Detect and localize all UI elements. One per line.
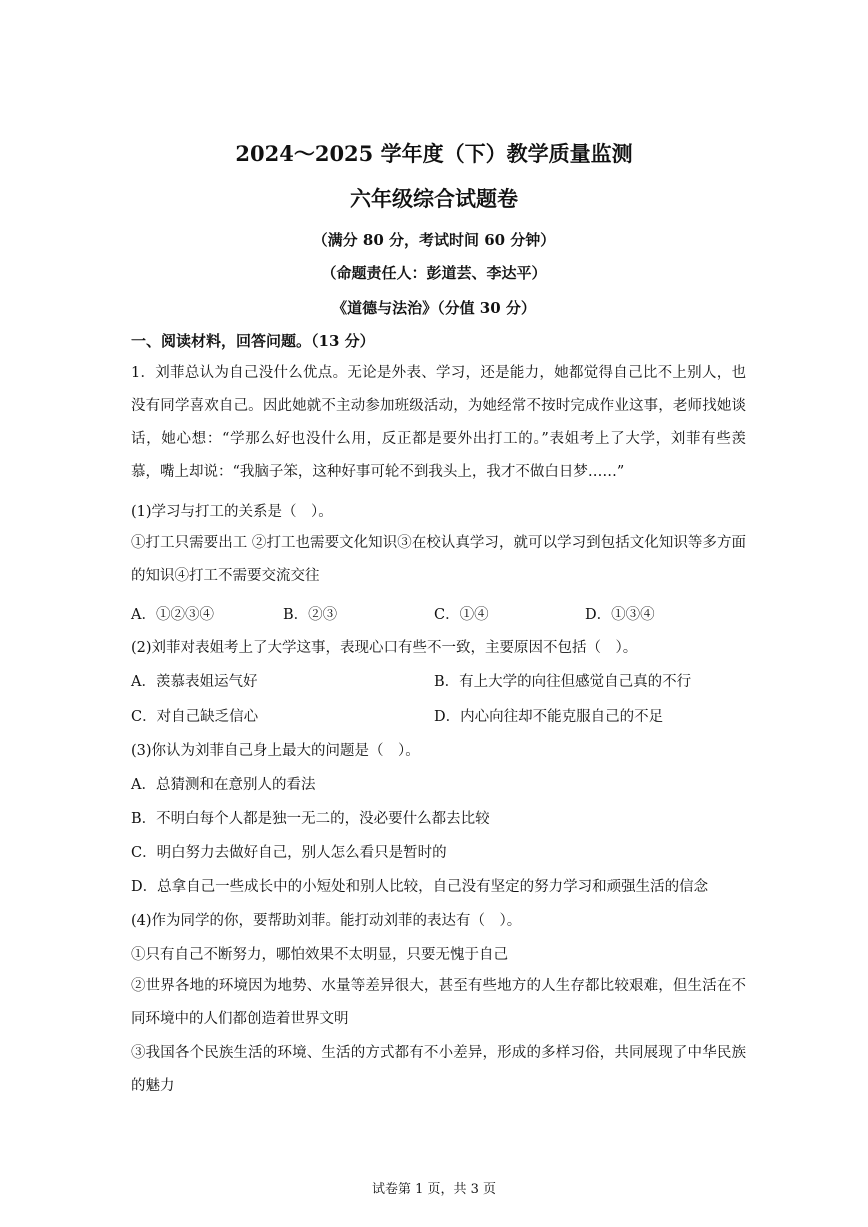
question-4-statement-3: ③我国各个民族生活的环境、生活的方式都有不小差异，形成的多样习俗，共同展现了中华民族的魅力 — [131, 1045, 746, 1094]
question-2-option-c: C．对自己缺乏信心 — [131, 709, 259, 725]
question-2-stem: (2)刘菲对表姐考上了大学这事，表现心口有些不一致，主要原因不包括（ ）。 — [131, 640, 638, 656]
question-3-option-c: C．明白努力去做好自己，别人怎么看只是暂时的 — [131, 845, 447, 861]
exam-subtitle: 六年级综合试题卷 — [350, 186, 518, 211]
score-info: （满分 80 分，考试时间 60 分钟） — [312, 231, 556, 249]
question-1-option-a: A．①②③④ — [131, 607, 214, 623]
question-1-stem: (1)学习与打工的关系是（ ）。 — [131, 504, 333, 520]
question-1-option-c: C．①④ — [434, 607, 489, 623]
question-4-stem: (4)作为同学的你，要帮助刘菲。能打动刘菲的表达有（ ）。 — [131, 913, 522, 929]
question-1-option-b: B．②③ — [283, 607, 338, 623]
question-3-option-a: A．总猜测和在意别人的看法 — [131, 777, 316, 793]
question-2-option-b: B．有上大学的向往但感觉自己真的不行 — [434, 674, 692, 690]
question-3-stem: (3)你认为刘菲自己身上最大的问题是（ ）。 — [131, 743, 420, 759]
subject-heading: 《道德与法治》（分值 30 分） — [332, 299, 536, 317]
reading-passage: 1．刘菲总认为自己没什么优点。无论是外表、学习，还是能力，她都觉得自己比不上别人，也没有同学喜欢自己。因此她就不主动参加班级活动，为她经常不按时完成作业这事，老师找她谈话，她心想：“学那么好也没什么用，反正都是要外出打工的。”表姐考上了大学，刘菲有些羡慕，嘴上却说：“我脑子笨，这种好事可轮不到我头上，我才不做白日梦……” — [131, 365, 746, 480]
page-footer: 试卷第 1 页，共 3 页 — [371, 1182, 497, 1197]
question-2-option-d: D．内心向往却不能克服自己的不足 — [434, 709, 664, 725]
authors-info: （命题责任人：彭道芸、李达平） — [321, 264, 547, 282]
question-4-statement-2: ②世界各地的环境因为地势、水量等差异很大，甚至有些地方的人生存都比较艰难，但生活在不同环境中的人们都创造着世界文明 — [131, 978, 746, 1027]
question-2-option-a: A．羡慕表姐运气好 — [131, 674, 258, 690]
question-4-statement-1: ①只有自己不断努力，哪怕效果不太明显，只要无愧于自己 — [131, 947, 508, 963]
exam-title: 2024～2025 学年度（下）教学质量监测 — [235, 141, 633, 166]
question-3-option-b: B．不明白每个人都是独一无二的，没必要什么都去比较 — [131, 811, 490, 827]
question-1-option-d: D．①③④ — [585, 607, 655, 623]
question-3-option-d: D．总拿自己一些成长中的小短处和别人比较，自己没有坚定的努力学习和顽强生活的信念 — [131, 879, 709, 895]
question-1-statements: ①打工只需要出工 ②打工也需要文化知识③在校认真学习，就可以学习到包括文化知识等多方面的知识④打工不需要交流交往 — [131, 535, 746, 584]
section-heading: 一、阅读材料，回答问题。（13 分） — [131, 332, 375, 350]
